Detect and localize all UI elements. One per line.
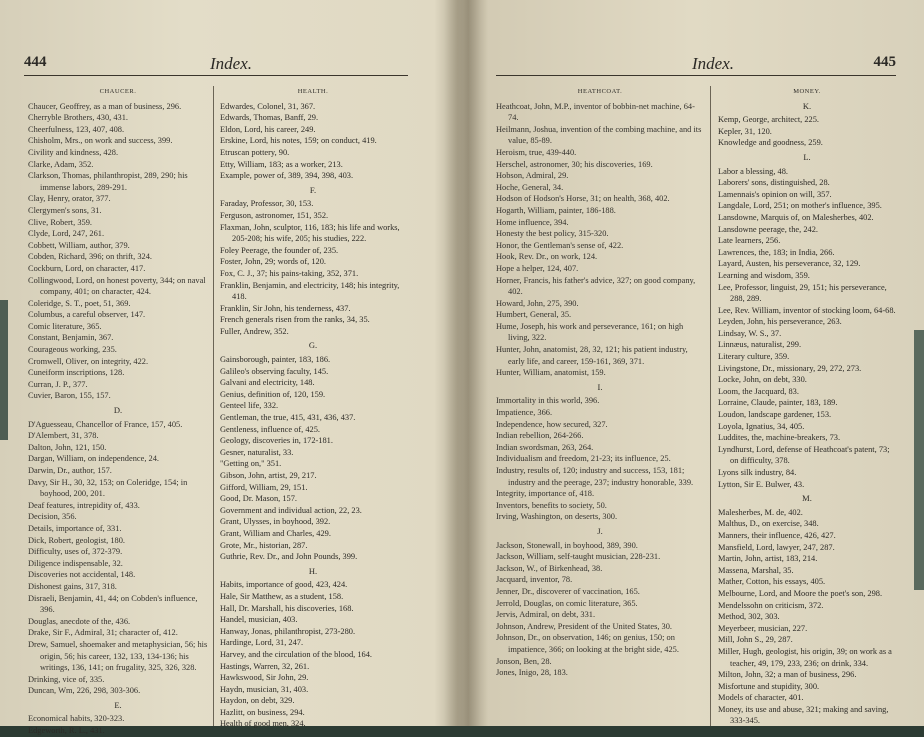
index-entry: Hazlitt, on business, 294. [220, 707, 305, 717]
index-entry: Lyndhurst, Lord, defense of Heathcoat's patent, 73; on difficulty, 378. [718, 444, 890, 466]
index-entry: Cherryble Brothers, 430, 431. [28, 113, 129, 123]
index-entry: Mather, Cotton, his essays, 405. [718, 577, 826, 587]
index-entry: Etty, William, 183; as a worker, 213. [220, 159, 343, 169]
index-entry: Difficulty, uses of, 372-379. [28, 547, 123, 557]
index-entry: Melbourne, Lord, and Moore the poet's son, 298. [718, 588, 883, 598]
index-entry: Clarke, Adam, 352. [28, 159, 94, 169]
page-title: Index. [692, 54, 735, 73]
page-title: Index. [210, 54, 253, 73]
index-entry: Deaf features, intrepidity of, 433. [28, 500, 140, 510]
index-entry: Money, its use and abuse, 321; making and saving, 333-345. [718, 704, 889, 726]
running-caption: HEALTH. [297, 88, 329, 95]
index-entry: Drew, Samuel, shoemaker and metaphysician, 56; his origin, 56; his career, 132, 133, 134-136; his writings, 136, 141; on frugality, 325, 326, 328. [28, 639, 208, 673]
section-letter: E. [114, 699, 122, 710]
index-entry: Learning and wisdom, 359. [718, 270, 810, 280]
index-entry: Government and individual action, 22, 23. [220, 505, 362, 515]
left-page [24, 0, 408, 736]
index-entry: Locke, John, on debt, 330. [718, 375, 807, 385]
index-entry: Mill, John S., 29, 287. [718, 635, 793, 645]
index-entry: Inventors, benefits to society, 50. [496, 500, 607, 510]
index-entry: Gentleness, influence of, 425. [220, 424, 321, 434]
index-entry: Douglas, anecdote of the, 436. [28, 616, 131, 626]
index-entry: Heathcoat, John, M.P., inventor of bobbin-net machine, 64-74. [496, 101, 695, 123]
index-entry: D'Aguesseau, Chancellor of France, 157, 405. [28, 419, 183, 429]
index-entry: Lansdowne, Marquis of, on Malesherbes, 402. [718, 212, 874, 222]
index-entry: Ferguson, astronomer, 151, 352. [220, 210, 329, 220]
index-entry: Fox, C. J., 37; his pains-taking, 352, 371. [220, 268, 359, 278]
index-entry: Comic literature, 365. [28, 321, 102, 331]
index-entry: Constant, Benjamin, 367. [28, 333, 114, 343]
index-entry: Lytton, Sir E. Bulwer, 43. [718, 479, 805, 489]
index-entry: Darwin, Dr., author, 157. [28, 466, 112, 475]
running-caption: HEATHCOAT. [577, 88, 623, 95]
index-entry: Jenner, Dr., discoverer of vaccination, 165. [496, 586, 640, 596]
index-entry: Kepler, 31, 120. [718, 126, 772, 136]
index-entry: Economical habits, 320-323. [28, 714, 125, 724]
index-entry: Integrity, importance of, 418. [496, 489, 595, 499]
index-entry: Franklin, Sir John, his tenderness, 437. [220, 303, 351, 313]
index-entry: Labor a blessing, 48. [718, 166, 789, 176]
index-entry: Dick, Robert, geologist, 180. [28, 535, 125, 545]
index-entry: Hanway, Jonas, philanthropist, 273-280. [220, 626, 356, 636]
index-entry: Edwards, Thomas, Banff, 29. [220, 113, 319, 123]
index-entry: Hook, Rev. Dr., on work, 124. [496, 252, 598, 262]
index-entry: Foster, John, 29; words of, 120. [220, 257, 326, 267]
index-entry: Late learners, 256. [718, 236, 781, 246]
index-entry: Dalton, John, 121, 150. [28, 442, 107, 452]
right-page-header [496, 54, 896, 76]
index-entry: French generals risen from the ranks, 34, 35. [220, 315, 370, 325]
index-entry: Mendelssohn on criticism, 372. [718, 600, 824, 610]
index-entry: Details, importance of, 331. [28, 523, 122, 533]
index-entry: Laborers' sons, distinguished, 28. [718, 178, 830, 188]
index-entry: Geology, discoveries in, 172-181. [220, 436, 333, 446]
index-entry: Diligence indispensable, 32. [28, 558, 123, 568]
page-number: 445 [873, 54, 896, 70]
index-entry: Courageous working, 235. [28, 345, 117, 355]
index-entry: Erskine, Lord, his notes, 159; on conduct, 419. [220, 136, 377, 146]
index-entry: Massena, Marshal, 35. [718, 565, 794, 575]
index-entry: Jonson, Ben, 28. [496, 656, 552, 666]
index-entry: Chaucer, Geoffrey, as a man of business, 296. [28, 101, 182, 111]
index-entry: Lee, Professor, linguist, 29, 151; his perseverance, 288, 289. [718, 282, 887, 304]
index-entry: Cuvier, Baron, 155, 157. [28, 391, 111, 401]
index-entry: Hale, Sir Matthew, as a student, 158. [220, 591, 344, 601]
index-entry: Curran, J. P., 377. [28, 379, 88, 389]
running-caption: CHAUCER. [99, 88, 137, 95]
index-entry: Indian rebellion, 264-266. [496, 431, 584, 441]
section-letter: F. [309, 184, 317, 195]
index-entry: Genteel life, 332. [220, 401, 279, 411]
index-entry: Franklin, Benjamin, and electricity, 148; his integrity, 418. [220, 280, 400, 302]
index-entry: D'Alembert, 31, 378. [28, 431, 99, 441]
column-divider [213, 86, 214, 726]
index-column-right-2 [718, 86, 896, 727]
index-entry: Discoveries not accidental, 148. [28, 570, 136, 580]
index-entry: Good, Dr. Mason, 157. [220, 494, 298, 504]
index-entry: Heroism, true, 439-440. [496, 147, 577, 157]
index-entry: Malesherbes, M. de, 402. [718, 507, 803, 517]
index-entry: Grant, Ulysses, in boyhood, 392. [220, 517, 331, 527]
index-entry: Lorraine, Claude, painter, 183, 189. [718, 398, 838, 408]
index-entry: Loyola, Ignatius, 34, 405. [718, 421, 805, 431]
index-entry: Collingwood, Lord, on honest poverty, 344; on naval company, 401; on character, 424. [28, 275, 206, 297]
index-entry: Cromwell, Oliver, on integrity, 422. [28, 356, 149, 366]
index-entry: Gibson, John, artist, 29, 217. [220, 471, 317, 480]
column-divider [710, 86, 711, 726]
index-entry: Haydn, musician, 31, 403. [220, 684, 309, 694]
index-entry: Martin, John, artist, 183, 214. [718, 554, 818, 564]
index-entry: Lawrences, the, 183; in India, 266. [718, 247, 835, 257]
index-entry: Luddites, the, machine-breakers, 73. [718, 433, 841, 443]
index-entry: Guthrie, Rev. Dr., and John Pounds, 399. [220, 552, 358, 562]
index-entry: Independence, how secured, 327. [496, 419, 608, 429]
index-entry: Gentleman, the true, 415, 431, 436, 437. [220, 413, 356, 423]
index-entry: Jackson, W., of Birkenhead, 38. [496, 563, 603, 573]
index-entry: Lee, Rev. William, inventor of stocking loom, 64-68. [718, 305, 896, 315]
index-entry: Etruscan pottery, 90. [220, 147, 290, 157]
index-entry: Hume, Joseph, his work and perseverance, 161; on high living, 322. [496, 321, 684, 343]
left-edge-background [0, 300, 8, 440]
index-entry: Hall, Dr. Marshall, his discoveries, 168. [220, 603, 354, 613]
index-entry: Hardinge, Lord, 31, 247. [220, 638, 304, 648]
index-entry: Genius, definition of, 120, 159. [220, 389, 326, 399]
index-entry: Home influence, 394. [496, 217, 569, 227]
right-page [496, 0, 896, 726]
index-entry: Dargan, William, on independence, 24. [28, 454, 159, 464]
index-entry: Linnæus, naturalist, 299. [718, 340, 802, 350]
index-entry: Jackson, William, self-taught musician, 228-231. [496, 552, 661, 562]
index-entry: Loudon, landscape gardener, 153. [718, 410, 832, 420]
index-entry: Decision, 356. [28, 512, 77, 522]
index-entry: Loom, the Jacquard, 83. [718, 386, 799, 396]
index-entry: Honor, the Gentleman's sense of, 422. [496, 240, 624, 250]
index-entry: Milton, John, 32; a man of business, 296. [718, 670, 857, 680]
index-entry: Irving, Washington, on deserts, 300. [496, 512, 618, 522]
section-letter: K. [802, 100, 812, 111]
index-entry: Meyerbeer, musician, 227. [718, 623, 808, 633]
index-entry: Fuller, Andrew, 352. [220, 326, 289, 336]
index-entry: Cuneiform inscriptions, 128. [28, 368, 125, 378]
index-entry: Grant, William and Charles, 429. [220, 528, 331, 538]
index-entry: Example, power of, 389, 394, 398, 403. [220, 171, 354, 181]
index-entry: Layard, Austen, his perseverance, 32, 129. [718, 259, 861, 269]
running-caption: MONEY. [793, 88, 821, 95]
index-entry: Gainsborough, painter, 183, 186. [220, 355, 331, 365]
index-entry: Galvani and electricity, 148. [220, 378, 315, 388]
index-entry: Hope a helper, 124, 407. [496, 263, 579, 273]
index-entry: Lindsay, W. S., 37. [718, 328, 782, 338]
section-letter: H. [308, 565, 318, 576]
index-entry: Cheerfulness, 123, 407, 408. [28, 124, 125, 134]
index-entry: Herschel, astronomer, 30; his discoveries, 169. [496, 159, 653, 169]
index-entry: Industry, results of, 120; industry and success, 153, 181; industry and the peerage, 237; industry honorable, 339. [496, 466, 694, 487]
index-column-left-2 [220, 86, 406, 730]
index-entry: Clarkson, Thomas, philanthropist, 289, 290; his immense labors, 289-291. [28, 171, 188, 192]
index-entry: Hobson, Admiral, 29. [496, 171, 569, 181]
index-entry: Harvey, and the circulation of the blood, 164. [220, 649, 373, 659]
index-entry: Foley Peerage, the founder of, 235. [220, 245, 339, 255]
index-entry: Hoche, General, 34. [496, 182, 564, 192]
index-entry: Jerrold, Douglas, on comic literature, 365. [496, 598, 638, 608]
index-entry: Hastings, Warren, 32, 261. [220, 661, 310, 671]
index-entry: Clay, Henry, orator, 377. [28, 194, 111, 204]
index-entry: Individualism and freedom, 21-23; its influence, 25. [496, 454, 671, 464]
index-entry: Gesner, naturalist, 33. [220, 447, 294, 457]
index-entry: Jones, Inigo, 28, 183. [496, 668, 568, 678]
index-entry: Civility and kindness, 428. [28, 147, 119, 157]
index-entry: Hunter, William, anatomist, 159. [496, 368, 606, 378]
index-entry: Humbert, General, 35. [496, 310, 572, 320]
index-entry: Impatience, 366. [496, 408, 553, 418]
section-letter: D. [113, 405, 123, 416]
index-entry: Leyden, John, his perseverance, 263. [718, 317, 842, 327]
index-entry: Johnson, Dr., on observation, 146; on genius, 150; on impatience, 366; on looking at the bright side, 425. [496, 633, 679, 654]
index-entry: Drake, Sir F., Admiral, 31; character of, 412. [28, 628, 178, 638]
index-entry: Edgeworth, R. L., 431. [28, 726, 105, 736]
index-entry: Howard, John, 275, 390. [496, 298, 579, 308]
index-entry: Flaxman, John, sculptor, 116, 183; his life and works, 205-208; his wife, 205; his studies, 222. [220, 222, 400, 244]
index-entry: Honesty the best policy, 315-320. [496, 229, 609, 239]
index-entry: Eldon, Lord, his career, 249. [220, 124, 316, 134]
index-entry: Mansfield, Lord, lawyer, 247, 287. [718, 542, 835, 552]
index-entry: Dishonest gains, 317, 318. [28, 581, 117, 591]
index-entry: Johnson, Andrew, President of the United States, 30. [496, 621, 673, 631]
index-entry: Chisholm, Mrs., on work and success, 399. [28, 136, 173, 146]
index-entry: Clergymen's sons, 31. [28, 205, 102, 215]
section-letter: M. [802, 493, 812, 504]
index-entry: Hogarth, William, painter, 186-188. [496, 205, 616, 215]
right-edge-background [914, 330, 924, 590]
index-entry: Lyons silk industry, 84. [718, 468, 797, 477]
left-page-header [24, 54, 408, 76]
index-entry: Immortality in this world, 396. [496, 396, 600, 406]
section-letter: L. [803, 151, 811, 162]
index-entry: Literary culture, 359. [718, 352, 790, 362]
index-entry: Misfortune and stupidity, 300. [718, 681, 820, 691]
page-number: 444 [24, 54, 47, 70]
index-entry: Columbus, a careful observer, 147. [28, 310, 146, 320]
index-entry: Clyde, Lord, 247, 261. [28, 229, 105, 239]
index-entry: Livingstone, Dr., missionary, 29, 272, 273. [718, 363, 862, 373]
index-entry: Cockburn, Lord, on character, 417. [28, 263, 146, 273]
index-entry: Edwardes, Colonel, 31, 367. [220, 101, 316, 111]
index-entry: Galileo's observing faculty, 145. [220, 366, 329, 376]
index-entry: Indian swordsman, 263, 264. [496, 442, 594, 452]
index-entry: Models of character, 401. [718, 693, 804, 703]
index-column-left-1 [28, 86, 208, 737]
index-entry: Manners, their influence, 426, 427. [718, 530, 836, 540]
section-letter: I. [597, 381, 603, 392]
index-entry: Cobden, Richard, 396; on thrift, 324. [28, 252, 152, 262]
index-entry: Cobbett, William, author, 379. [28, 240, 130, 250]
index-entry: Heilmann, Joshua, invention of the combing machine, and its value, 85-89. [496, 124, 702, 146]
index-entry: Drinking, vice of, 335. [28, 674, 105, 684]
index-entry: Hawkswood, Sir John, 29. [220, 673, 309, 683]
index-entry: Jervis, Admiral, on debt, 331. [496, 610, 596, 620]
index-entry: Duncan, Wm, 226, 298, 303-306. [28, 686, 141, 696]
index-entry: Gifford, William, 29, 151. [220, 482, 308, 492]
index-entry: Jacquard, inventor, 78. [496, 575, 573, 585]
index-entry: Jackson, Stonewall, in boyhood, 389, 390. [496, 540, 638, 550]
index-entry: Method, 302, 303. [718, 612, 780, 622]
index-entry: Disraeli, Benjamin, 41, 44; on Cobden's influence, 396. [28, 593, 198, 615]
index-entry: Langdale, Lord, 251; on mother's influence, 395. [718, 201, 882, 211]
index-entry: Hodson of Hodson's Horse, 31; on health, 368, 402. [496, 194, 670, 204]
index-entry: Clive, Robert, 359. [28, 217, 92, 227]
index-entry: Kemp, George, architect, 225. [718, 115, 820, 125]
index-entry: Faraday, Professor, 30, 153. [220, 199, 314, 209]
book-gutter [444, 0, 488, 726]
index-entry: "Getting on," 351. [220, 459, 282, 469]
index-entry: Knowledge and goodness, 259. [718, 138, 823, 148]
index-entry: Haydon, on debt, 329. [220, 696, 295, 706]
index-entry: Lamennais's opinion on will, 357. [718, 189, 832, 199]
index-entry: Hunter, John, anatomist, 28, 32, 121; his patient industry, early life, and career, 159-161, 369, 371. [496, 345, 688, 366]
index-entry: Health of good men, 324. [220, 719, 306, 729]
index-entry: Lansdowne peerage, the, 242. [718, 224, 818, 234]
index-column-right-1 [496, 86, 704, 679]
section-letter: G. [308, 340, 318, 351]
index-entry: Handel, musician, 403. [220, 615, 298, 625]
section-letter: J. [597, 525, 603, 536]
index-entry: Davy, Sir H., 30, 32, 153; on Coleridge, 154; in boyhood, 200, 201. [28, 477, 188, 499]
index-entry: Miller, Hugh, geologist, his origin, 39; on work as a teacher, 49, 179, 233, 236; on drink, 334. [718, 646, 892, 668]
index-entry: Grote, Mr., historian, 287. [220, 540, 308, 550]
index-entry: Habits, importance of good, 423, 424. [220, 580, 348, 590]
index-entry: Malthus, D., on exercise, 348. [718, 519, 819, 529]
index-entry: Coleridge, S. T., poet, 51, 369. [28, 298, 131, 308]
index-entry: Horner, Francis, his father's advice, 327; on good company, 402. [496, 275, 696, 297]
